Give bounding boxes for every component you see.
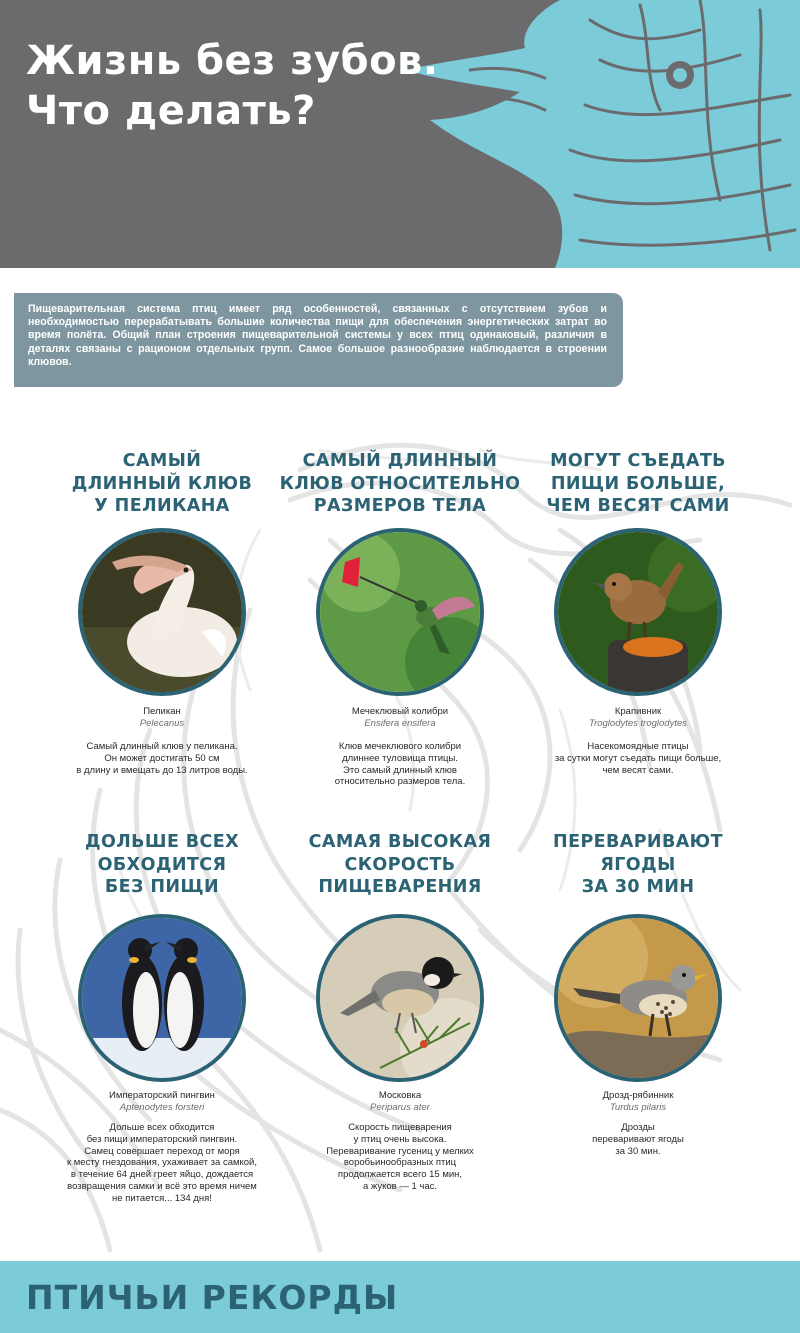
record-heading: САМЫЙ ДЛИННЫЙ КЛЮВ У ПЕЛИКАНА [71, 451, 253, 516]
pelican-photo [78, 528, 246, 696]
record-heading: ПЕРЕВАРИВАЮТ ЯГОДЫ ЗА 30 МИН [553, 832, 723, 897]
footer-title: ПТИЧЬИ РЕКОРДЫ [26, 1278, 399, 1317]
record-card-penguin [32, 831, 292, 901]
bird-description: Дольше всех обходится без пищи императорский пингвин. Самец совершает переход от моря к месту гнездования, ухаживает за самкой, в течение 64 дней греет яйцо, дождается возвращения самки и всё это время ничем не питается... 134 дня! [66, 1122, 258, 1204]
record-heading: МОГУТ СЪЕДАТЬ ПИЩИ БОЛЬШЕ, ЧЕМ ВЕСЯТ САМИ [546, 451, 730, 516]
title-line-1: Жизнь без зубов. [26, 38, 439, 84]
footer-banner [0, 1261, 800, 1333]
bird-description: Дрозды переваривают ягоды за 30 мин. [592, 1122, 684, 1157]
coal-tit-photo [316, 914, 484, 1082]
record-heading: САМАЯ ВЫСОКАЯ СКОРОСТЬ ПИЩЕВАРЕНИЯ [308, 832, 492, 897]
bird-latin-name: Troglodytes troglodytes [588, 718, 688, 729]
bird-name: Крапивник [614, 706, 662, 717]
record-card-coal-tit [270, 831, 530, 901]
title-line-2: Что делать? [26, 88, 316, 134]
bird-name: Императорский пингвин [109, 1090, 215, 1101]
record-heading: ДОЛЬШЕ ВСЕХ ОБХОДИТСЯ БЕЗ ПИЩИ [84, 832, 240, 897]
hummingbird-photo [316, 528, 484, 696]
intro-box [14, 293, 623, 387]
bird-description: Клюв мечеклювого колибри длиннее туловища птицы. Это самый длинный клюв относительно размеров тела. [334, 741, 466, 788]
penguin-photo [78, 914, 246, 1082]
bird-latin-name: Pelecanus [139, 718, 185, 729]
bird-latin-name: Ensifera ensifera [364, 718, 436, 729]
page-title [26, 36, 439, 136]
fieldfare-photo [554, 914, 722, 1082]
bird-name: Московка [378, 1090, 422, 1101]
record-heading: САМЫЙ ДЛИННЫЙ КЛЮВ ОТНОСИТЕЛЬНО РАЗМЕРОВ ТЕЛА [279, 451, 521, 516]
record-card-pelican [32, 450, 292, 520]
bird-latin-name: Turdus pilaris [609, 1102, 667, 1113]
bird-name: Пеликан [143, 706, 181, 717]
bird-description: Самый длинный клюв у пеликана. Он может достигать 50 см в длину и вмещать до 13 литров воды. [76, 741, 248, 776]
bird-name: Мечеклювый колибри [351, 706, 449, 717]
header-banner [0, 0, 800, 268]
bird-latin-name: Aptenodytes forsteri [119, 1102, 205, 1113]
bird-description: Скорость пищеварения у птиц очень высока. Переваривание гусениц у мелких воробьинообразных птиц продолжается всего 15 мин, а жуков — 1 час. [326, 1122, 474, 1192]
bird-name: Дрозд-рябинник [602, 1090, 674, 1101]
record-card-wren [508, 450, 768, 520]
wren-photo [554, 528, 722, 696]
bird-latin-name: Periparus ater [370, 1102, 430, 1113]
record-card-hummingbird [270, 450, 530, 520]
intro-text: Пищеварительная система птиц имеет ряд особенностей, связанных с отсутствием зубов и необходимостью перерабатывать большие количества пищи для обеспечения энергетических затрат во время полёта. Общий план строения пищеварительной системы у всех птиц одинаковый, различия в деталях связаны с рационом отдельных групп. Самое большое разнообразие наблюдается в строении клювов. [28, 303, 607, 368]
bird-description: Насекомоядные птицы за сутки могут съедать пищи больше, чем весят сами. [554, 741, 722, 776]
record-card-fieldfare [508, 831, 768, 901]
